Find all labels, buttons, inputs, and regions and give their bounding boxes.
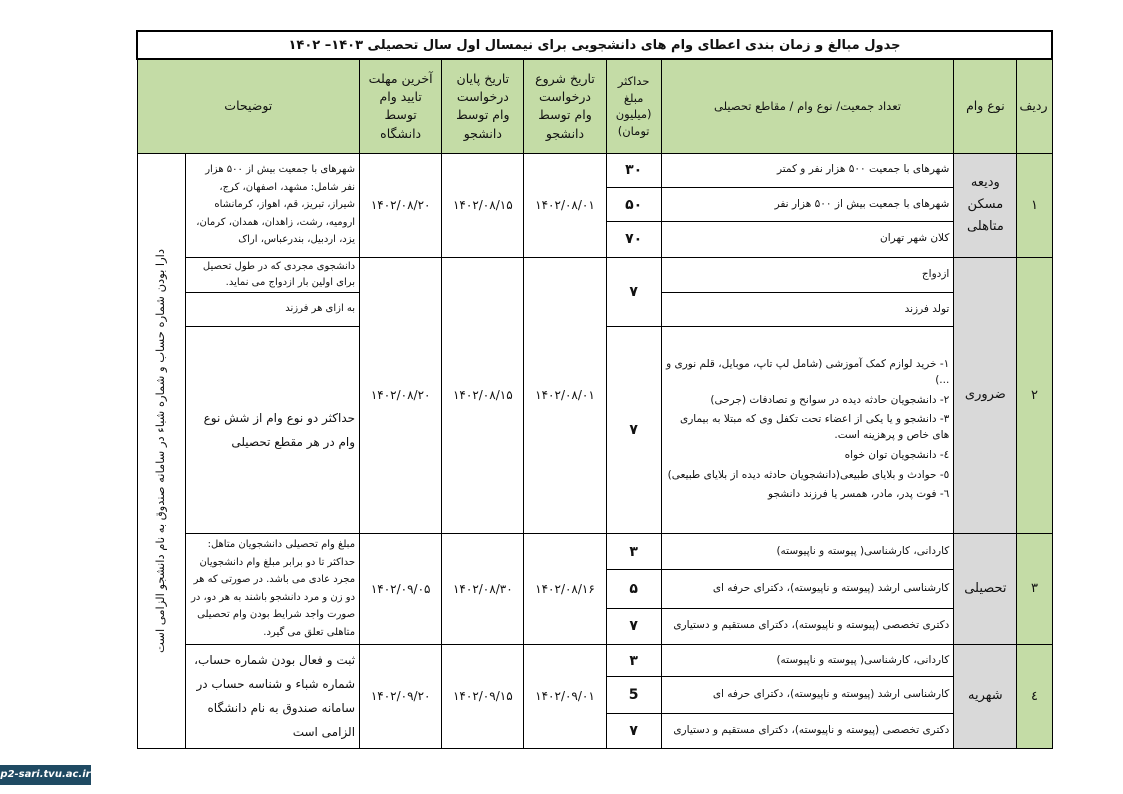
deadline-cell: ۱۴۰۲/۰۹/۲۰ bbox=[360, 644, 442, 748]
amount-cell: ۷ bbox=[606, 608, 661, 644]
header-loan-type: نوع وام bbox=[954, 59, 1017, 153]
header-start-date: تاریخ شروع درخواست وام توسط دانشجو bbox=[524, 59, 606, 153]
amount-cell: ۵۰ bbox=[606, 187, 661, 221]
table-row bbox=[137, 257, 1052, 292]
end-date-cell: ۱۴۰۲/۰۸/۳۰ bbox=[442, 533, 524, 644]
level-cell: دکتری تخصصی (پیوسته و ناپیوسته)، دکترای مستقیم و دستیاری bbox=[661, 713, 954, 748]
start-date-cell: ۱۴۰۲/۰۸/۰۱ bbox=[524, 153, 606, 257]
deadline-cell: ۱۴۰۲/۰۹/۰۵ bbox=[360, 533, 442, 644]
list-item: ٤- دانشجویان توان خواه bbox=[844, 448, 950, 461]
header-max-amount: حداکثر مبلغ (میلیون تومان) bbox=[606, 59, 661, 153]
amount-cell: ۳۰ bbox=[606, 153, 661, 187]
table-row bbox=[137, 533, 1052, 569]
table-title: جدول مبالغ و زمان بندی اعطای وام های دانشجویی برای نیمسال اول سال تحصیلی ۱۴۰۳– ۱۴۰۲ bbox=[137, 31, 1052, 59]
deadline-cell: ۱۴۰۲/۰۸/۲۰ bbox=[360, 153, 442, 257]
general-note-cell bbox=[137, 153, 185, 748]
row-number: ۳ bbox=[1017, 533, 1052, 644]
list-item: ۲- دانشجویان حادثه دیده در سوانح و تصادفات (جرحی) bbox=[710, 393, 950, 406]
level-cell: شهرهای با جمعیت بیش از ۵۰۰ هزار نفر bbox=[661, 187, 954, 221]
header-deadline: آخرین مهلت تایید وام توسط دانشگاه bbox=[360, 59, 442, 153]
list-item: ۳- دانشجو و یا یکی از اعضاء تحت تکفل وی که مبتلا به بیماری های خاص و پرهزینه است. bbox=[679, 413, 950, 442]
note-cell: حداکثر دو نوع وام از شش نوع وام در هر مقطع تحصیلی bbox=[185, 327, 359, 534]
note-cell: دانشجوی مجردی که در طول تحصیل برای اولین بار ازدواج می نماید. bbox=[185, 257, 359, 292]
amount-cell: 5 bbox=[606, 677, 661, 713]
start-date-cell: ۱۴۰۲/۰۸/۰۱ bbox=[524, 257, 606, 533]
header-row bbox=[137, 59, 1052, 153]
loan-schedule-table bbox=[136, 30, 1053, 749]
footer-url: p2-sari.tvu.ac.ir bbox=[0, 765, 91, 785]
list-item: ٥- حوادث و بلایای طبیعی(دانشجویان حادثه دیده از بلایای طبیعی) bbox=[667, 468, 950, 481]
amount-cell: ۳ bbox=[606, 533, 661, 569]
end-date-cell: ۱۴۰۲/۰۸/۱۵ bbox=[442, 153, 524, 257]
loan-type-cell: ضروری bbox=[954, 257, 1017, 533]
start-date-cell: ۱۴۰۲/۰۹/۰۱ bbox=[524, 644, 606, 748]
level-cell: شهرهای با جمعیت ۵۰۰ هزار نفر و کمتر bbox=[661, 153, 954, 187]
start-date-cell: ۱۴۰۲/۰۸/۱۶ bbox=[524, 533, 606, 644]
amount-cell: ۷ bbox=[606, 257, 661, 327]
amount-cell: ۷ bbox=[606, 713, 661, 748]
table-row bbox=[137, 153, 1052, 187]
header-levels: تعداد جمعیت/ نوع وام / مقاطع تحصیلی bbox=[661, 59, 954, 153]
row-number: ۲ bbox=[1017, 257, 1052, 533]
table-row bbox=[137, 644, 1052, 676]
note-cell: مبلغ وام تحصیلی دانشجویان متاهل: حداکثر تا دو برابر مبلغ وام دانشجویان مجرد عادی می باشد. در صورتی که هر دو زن و مرد دانشجو باشند به هر دو، در صورت واجد شرایط بودن وام تحصیلی متاهلی تعلق می گیرد. bbox=[185, 533, 359, 644]
level-cell: کارشناسی ارشد (پیوسته و ناپیوسته)، دکترای حرفه ای bbox=[661, 677, 954, 713]
level-list-cell bbox=[661, 327, 954, 534]
end-date-cell: ۱۴۰۲/۰۹/۱۵ bbox=[442, 644, 524, 748]
level-cell: تولد فرزند bbox=[661, 292, 954, 326]
list-item: ٦- فوت پدر، مادر، همسر یا فرزند دانشجو bbox=[768, 488, 950, 501]
loan-type-cell: تحصیلی bbox=[954, 533, 1017, 644]
loan-type-cell: ودیعه مسکن متاهلی bbox=[954, 153, 1017, 257]
end-date-cell: ۱۴۰۲/۰۸/۱۵ bbox=[442, 257, 524, 533]
amount-cell: ۷ bbox=[606, 327, 661, 534]
header-notes: توضیحات bbox=[137, 59, 360, 153]
list-item: ۱- خرید لوازم کمک آموزشی (شامل لپ تاپ، موبایل، قلم نوری و ...) bbox=[666, 358, 950, 386]
header-row-number: ردیف bbox=[1017, 59, 1052, 153]
note-cell: شهرهای با جمعیت بیش از ۵۰۰ هزار نفر شامل: مشهد، اصفهان، کرج، شیراز، تبریز، قم، اهواز، کرمانشاه ارومیه، رشت، زاهدان، همدان، کرمان، یزد، اردبیل، بندرعباس، اراک bbox=[185, 153, 359, 257]
level-cell: کلان شهر تهران bbox=[661, 222, 954, 257]
amount-cell: ۳ bbox=[606, 644, 661, 676]
deadline-cell: ۱۴۰۲/۰۸/۲۰ bbox=[360, 257, 442, 533]
level-cell: کارشناسی ارشد (پیوسته و ناپیوسته)، دکترای حرفه ای bbox=[661, 570, 954, 608]
level-cell: کاردانی، کارشناسی( پیوسته و ناپیوسته) bbox=[661, 533, 954, 569]
note-cell: به ازای هر فرزند bbox=[185, 292, 359, 326]
level-cell: دکتری تخصصی (پیوسته و ناپیوسته)، دکترای مستقیم و دستیاری bbox=[661, 608, 954, 644]
amount-cell: ۵ bbox=[606, 570, 661, 608]
amount-cell: ۷۰ bbox=[606, 222, 661, 257]
note-cell: ثبت و فعال بودن شماره حساب، شماره شباء و شناسه حساب در سامانه صندوق به نام دانشگاه الزامی است bbox=[185, 644, 359, 748]
row-number: ۱ bbox=[1017, 153, 1052, 257]
level-cell: کاردانی، کارشناسی( پیوسته و ناپیوسته) bbox=[661, 644, 954, 676]
row-number: ٤ bbox=[1017, 644, 1052, 748]
general-note: دارا بودن شماره حساب و شماره شباء در سامانه صندوق به نام دانشجو الزامی است bbox=[153, 248, 168, 653]
level-cell: ازدواج bbox=[661, 257, 954, 292]
header-end-date: تاریخ پایان درخواست وام توسط دانشجو bbox=[442, 59, 524, 153]
loan-type-cell: شهریه bbox=[954, 644, 1017, 748]
